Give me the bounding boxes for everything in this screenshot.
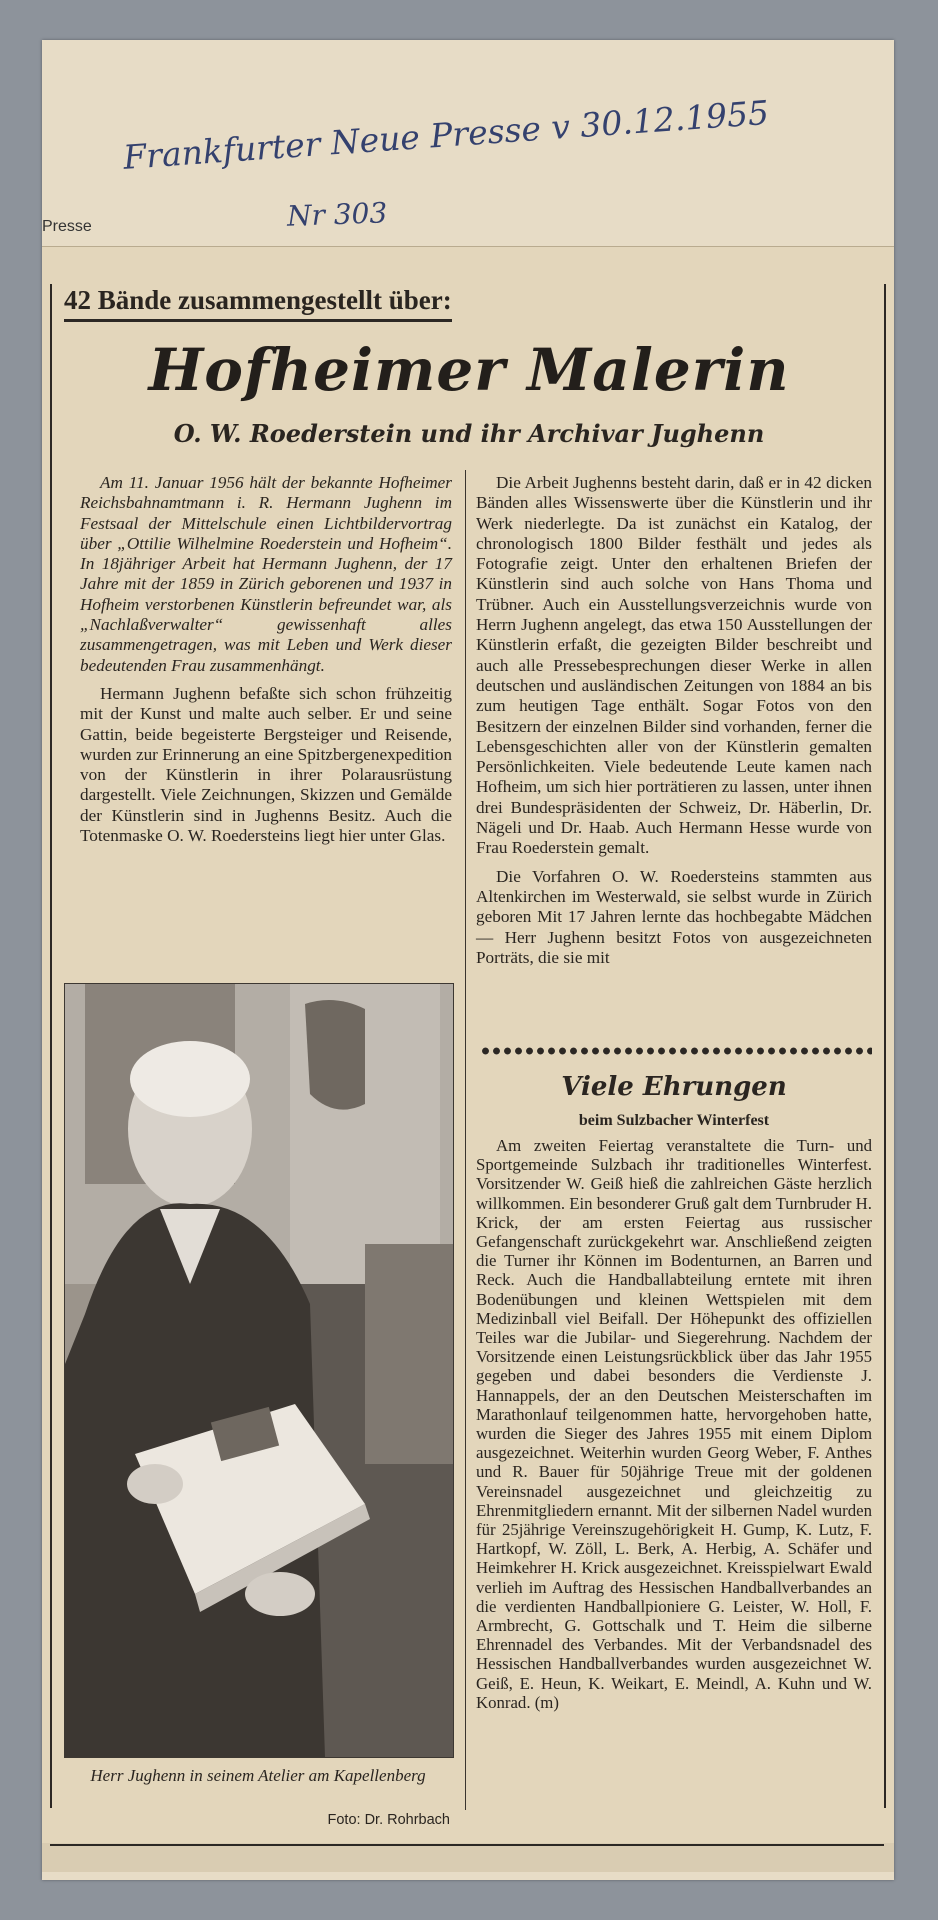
portrait-photo — [64, 983, 454, 1758]
photo-credit: Foto: Dr. Rohrbach — [327, 1812, 450, 1828]
article-right-column — [476, 473, 872, 976]
article-kicker: 42 Bände zusammengestellt über: — [64, 285, 452, 322]
second-article-title: Viele Ehrungen — [561, 1072, 787, 1102]
body-paragraph: Die Vorfahren O. W. Roedersteins stammten aus Altenkirchen im Westerwald, sie selbst wurde in Zürich geboren Mit 17 Jahren lernte das hochbegabte Mädchen — Herr Jughenn besitzt Fotos von ausgezeichneten Porträts, die sie mit — [476, 866, 872, 967]
body-paragraph: Die Arbeit Jughenns besteht darin, daß er in 42 dicken Bänden alles Wissenswerte über die Künstlerin und ihr Werk niederlegte. Da ist zunächst ein Katalog, der chronologisch 1800 Bilder festhält und jedes als Fotografie zeigt. Unter den erhaltenen Briefen der Künstlerin sind auch solche von Hans Thoma und Trübner. Auch ein Ausstellungsverzeichnis wurde von Herrn Jughenn angelegt, das etwa 150 Ausstellungen der Künstlerin erfaßt, die gezeigten Bilder beschreibt und auch alle Pressebesprechungen dieser Werke in allen deutschen und ausländischen Zeitungen von 1884 an bis zum heutigen Tage enthält. Sogar Fotos von den Besitzern der einzelnen Bilder sind vorhanden, ferner die Lebensgeschichten aller von der Künstlerin gemalten Persönlichkeiten. Viele bedeutende Leute kamen nach Hofheim, um sich hier porträtieren zu lassen, unter ihnen drei Bundespräsidenten der Schweiz, Dr. Häberlin, Dr. Nägeli und Dr. Haab. Auch Hermann Hesse wurde von Frau Roederstein gemalt. — [476, 473, 872, 858]
section-separator — [480, 1046, 872, 1056]
article-subhead: O. W. Roederstein und ihr Archivar Jughenn — [173, 419, 765, 448]
handwritten-source-note: Frankfurter Neue Presse v 30.12.1955 — [122, 92, 771, 177]
body-paragraph: Am zweiten Feiertag veranstaltete die Turn- und Sportgemeinde Sulzbach ihr traditionelles Winterfest. Vorsitzender W. Geiß hieß die zahlreichen Gäste herzlich willkommen. Ein besonderer Gruß galt dem Turnbruder H. Krick, der am ersten Feiertag aus russischer Gefangenschaft zurückgekehrt war. Anschließend zeigten die Turner ihr Können im Bodenturnen, an Barren und Reck. Auch die Handballabteilung erntete mit ihren Bodenübungen und kleinen Wettspielen mit dem Medizinball viel Beifall. Der Höhepunkt des offiziellen Teiles war die Jubilar- und Siegerehrung. Nachdem der Vorsitzende einen Leistungsrückblick über das Jahr 1955 gegeben und dabei besonders die Verdienste J. Hannappels, der an den Deutschen Meisterschaften im Marathonlauf teilgenommen hatte, hervorgehoben hatte, wurden die Sieger des Jahres 1955 mit einem Diplom ausgezeichnet. Weiterhin wurden Georg Weber, F. Anthes und R. Bauer für 50jährige Treue mit der goldenen Vereinsnadel ausgezeichnet und gleichzeitig zu Ehrenmitgliedern ernannt. Mit der silbernen Nadel wurden für 25jährige Vereinszugehörigkeit H. Gump, K. Lutz, F. Hartkopf, W. Zöll, L. Berk, A. Herbig, A. Schäfer und Heimkehrer H. Krick ausgezeichnet. Kreisspielwart Ewald verlieh im Auftrag des Hessischen Handballverbandes an die verdienten Handballpioniere G. Leister, W. Holl, F. Armbrecht, G. Gottschalk und T. Heim die silberne Ehrennadel des Verbandes. Mit der Verbandsnadel des Hessischen Handballverbandes wurden ausgezeichnet W. Geiß, E. Heun, K. Weikart, E. Meindl, A. Kuhn und W. Konrad. (m) — [476, 1136, 872, 1712]
lead-paragraph: Am 11. Januar 1956 hält der bekannte Hofheimer Reichsbahnamtmann i. R. Hermann Jughenn im Festsaal der Mittelschule einen Lichtbildervortrag über „Ottilie Wilhelmine Roederstein und Hofheim“. In 18jähriger Arbeit hat Hermann Jughenn, der 17 Jahre mit der 1859 in Zürich geborenen und 1937 in Hofheim verstorbenen Künstlerin befreundet war, als „Nachlaßverwalter“ gewissenhaft alles zusammengetragen, was mit Leben und Werk dieser bedeutenden Frau zusammenhängt. — [80, 473, 452, 675]
source-label: Presse — [42, 218, 92, 235]
sheet-bottom-edge — [42, 1842, 894, 1872]
second-article-body — [476, 1136, 872, 1720]
article-left-column — [80, 473, 452, 854]
body-paragraph: Hermann Jughenn befaßte sich schon frühzeitig mit der Kunst und malte auch selber. Er und seine Gattin, beide begeisterte Bergsteiger und Reisende, wurden zur Erinnerung an eine Spitzbergenexpedition von der Künstlerin in ihrer Polarausrüstung dargestellt. Viele Zeichnungen, Skizzen und Gemälde der Künstlerin sind in Jughenns Besitz. Auch die Totenmaske O. W. Roedersteins liegt hier unter Glas. — [80, 683, 452, 846]
bottom-rule — [50, 1844, 884, 1846]
column-divider — [465, 470, 466, 1810]
photo-caption: Herr Jughenn in seinem Atelier am Kapellenberg — [90, 1766, 426, 1785]
handwritten-issue-number: Nr 303 — [286, 196, 388, 233]
article-headline: Hofheimer Malerin — [148, 336, 790, 404]
photo-illustration — [65, 984, 453, 1757]
second-article-subtitle: beim Sulzbacher Winterfest — [578, 1112, 770, 1129]
